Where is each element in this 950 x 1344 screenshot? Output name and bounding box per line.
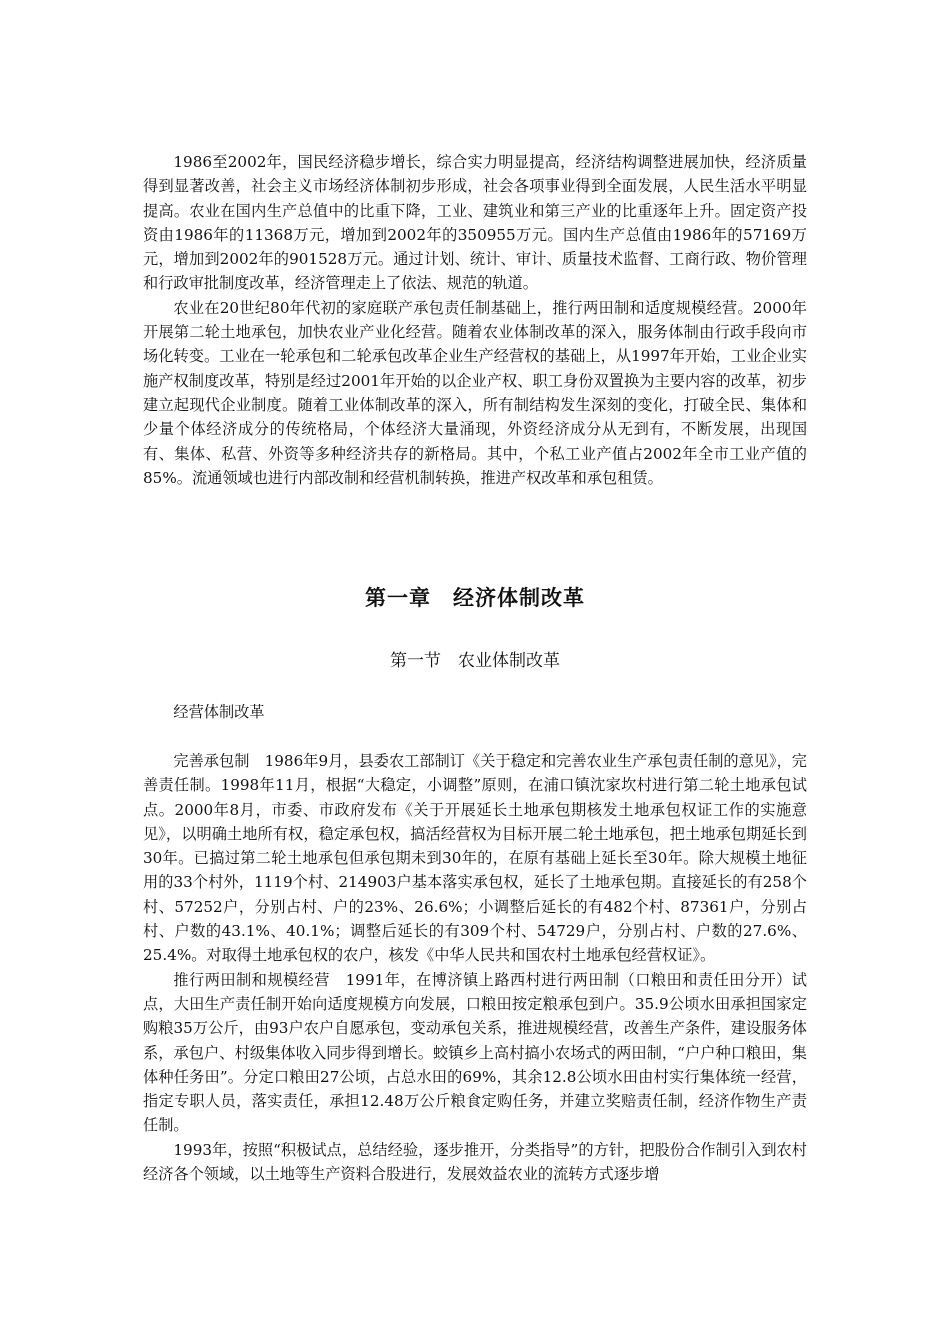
body-section	[143, 749, 807, 1186]
body-paragraph-1: 完善承包制 1986年9月，县委农工部制订《关于稳定和完善农业生产承包责任制的意见》，完善责任制。1998年11月，根据“大稳定，小调整”原则，在浦口镇沈家坎村进行第二轮土地承包试点。2000年8月，市委、市政府发布《关于开展延长土地承包期核发土地承包权证工作的实施意见》，以明确土地所有权，稳定承包权，搞活经营权为目标开展二轮土地承包，把土地承包期延长到30年。已搞过第二轮土地承包但承包期未到30年的，在原有基础上延长至30年。除大规模土地征用的33个村外，1119个村、214903户基本落实承包权，延长了土地承包期。直接延长的有258个村、57252户，分别占村、户的23%、26.6%；小调整后延长的有482个村、87361户，分别占村、户数的43.1%、40.1%；调整后延长的有309个村、54729户，分别占村、户数的27.6%、25.4%。对取得土地承包权的农户，核发《中华人民共和国农村土地承包经营权证》。	[143, 752, 807, 965]
section-title: 第一节 农业体制改革	[390, 651, 560, 671]
chapter-title: 第一章 经济体制改革	[365, 585, 585, 610]
intro-paragraph-1: 1986至2002年，国民经济稳步增长，综合实力明显提高，经济结构调整进展加快，经济质量得到显著改善，社会主义市场经济体制初步形成，社会各项事业得到全面发展，人民生活水平明显提高。农业在国内生产总值中的比重下降，工业、建筑业和第三产业的比重逐年上升。固定资产投资由1986年的11368万元，增加到2002年的350955万元。国内生产总值由1986年的57169万元，增加到2002年的901528万元。通过计划、统计、审计、质量技术监督、工商行政、物价管理和行政审批制度改革，经济管理走上了依法、规范的轨道。	[143, 153, 807, 293]
intro-paragraph-2: 农业在20世纪80年代初的家庭联产承包责任制基础上，推行两田制和适度规模经营。2000年开展第二轮土地承包，加快农业产业化经营。随着农业体制改革的深入，服务体制由行政手段向市场化转变。工业在一轮承包和二轮承包改革企业生产经营权的基础上，从1997年开始，工业企业实施产权制度改革，特别是经过2001年开始的以企业产权、职工身份双置换为主要内容的改革，初步建立起现代企业制度。随着工业体制改革的深入，所有制结构发生深刻的变化，打破全民、集体和少量个体经济成分的传统格局，个体经济大量涌现，外资经济成分从无到有，不断发展，出现国有、集体、私营、外资等多种经济共存的新格局。其中，个私工业产值占2002年全市工业产值的85%。流通领域也进行内部改制和经营机制转换，推进产权改革和承包租赁。	[143, 298, 807, 487]
intro-section	[143, 150, 807, 490]
body-paragraph-3: 1993年，按照“积极试点，总结经验，逐步推开，分类指导”的方针，把股份合作制引入到农村经济各个领域，以土地等生产资料合股进行，发展效益农业的流转方式逐步增	[143, 1140, 807, 1184]
subsection-title: 经营体制改革	[173, 703, 265, 721]
body-paragraph-2: 推行两田制和规模经营 1991年，在博济镇上路西村进行两田制（口粮田和责任田分开）试点，大田生产责任制开始向适度规模方向发展，口粮田按定粮承包到户。35.9公顷水田承担国家定购粮35万公斤，由93户农户自愿承包，变动承包关系，推进规模经营，改善生产条件，建设服务体系，承包户、村级集体收入同步得到增长。蛟镇乡上高村搞小农场式的两田制，“户户种口粮田，集体种任务田”。分定口粮田27公顷，占总水田的69%，其余12.8公顷水田由村实行集体统一经营，指定专职人员，落实责任，承担12.48万公斤粮食定购任务，并建立奖赔责任制，经济作物生产责任制。	[143, 970, 807, 1135]
